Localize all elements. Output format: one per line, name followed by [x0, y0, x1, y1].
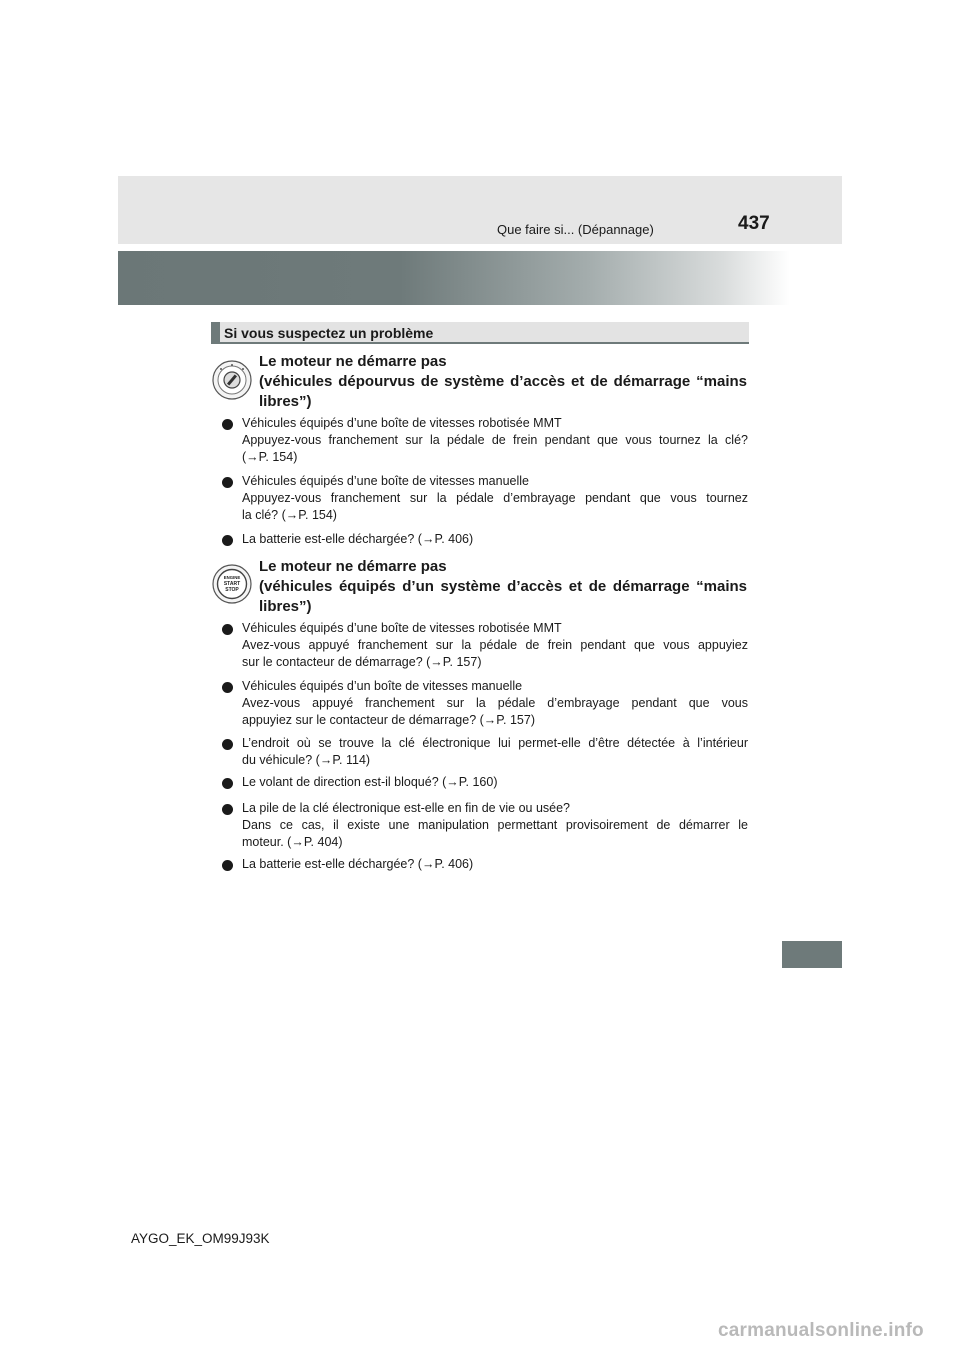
bullet-icon	[222, 682, 233, 693]
list-item: La batterie est-elle déchargée? (→P. 406)	[222, 856, 748, 873]
bullet-icon	[222, 804, 233, 815]
list-item: Véhicules équipés d’un boîte de vitesses manuelle Avez-vous appuyé franchement sur la pédale d’embrayage pendant que vous appuyiez sur le contacteur de démarrage? (→P. 157)	[222, 678, 748, 729]
list-item: L’endroit où se trouve la clé électronique lui permet-elle d’être détectée à l’intérieur du véhicule? (→P. 114)	[222, 735, 748, 769]
page-number: 437	[738, 213, 770, 234]
chapter-side-tab	[782, 941, 842, 968]
block-1-title: Le moteur ne démarre pas (véhicules dépourvus de système d’accès et de démarrage “mains libres”)	[259, 353, 747, 410]
icon-text-start: START	[223, 581, 241, 587]
header-band	[118, 176, 842, 244]
list-item: Véhicules équipés d’une boîte de vitesses manuelle Appuyez-vous franchement sur la pédale d’embrayage pendant que vous tournez la clé? (→P. 154)	[222, 473, 748, 524]
icon-text-engine: ENGINE	[223, 575, 241, 580]
list-item: La batterie est-elle déchargée? (→P. 406)	[222, 531, 748, 548]
bullet-icon	[222, 778, 233, 789]
chapter-title-band	[118, 251, 790, 305]
document-code: AYGO_EK_OM99J93K	[131, 1231, 270, 1246]
icon-text-stop: STOP	[225, 587, 239, 593]
list-item: Le volant de direction est-il bloqué? (→P. 160)	[222, 774, 748, 791]
list-item: Véhicules équipés d’une boîte de vitesses robotisée MMT Avez-vous appuyé franchement sur la pédale de frein pendant que vous appuyiez sur le contacteur de démarrage? (→P. 157)	[222, 620, 748, 671]
engine-start-stop-button-icon	[212, 564, 252, 604]
bullet-icon	[222, 419, 233, 430]
list-item: La pile de la clé électronique est-elle en fin de vie ou usée? Dans ce cas, il existe une manipulation permettant provisoirement de démarrer le moteur. (→P. 404)	[222, 800, 748, 851]
list-item: Véhicules équipés d’une boîte de vitesses robotisée MMT Appuyez-vous franchement sur la pédale de frein pendant que vous tournez la clé? (→P. 154)	[222, 415, 748, 466]
bullet-icon	[222, 477, 233, 488]
watermark: carmanualsonline.info	[718, 1320, 924, 1341]
section-label: Que faire si... (Dépannage)	[497, 222, 654, 237]
ignition-key-switch-icon	[212, 360, 252, 400]
bullet-icon	[222, 860, 233, 871]
bullet-icon	[222, 624, 233, 635]
section-heading-text: Si vous suspectez un problème	[224, 325, 434, 341]
bullet-icon	[222, 739, 233, 750]
section-heading	[211, 322, 749, 344]
bullet-icon	[222, 535, 233, 546]
block-2-title: Le moteur ne démarre pas (véhicules équipés d’un système d’accès et de démarrage “mains libres”)	[259, 558, 747, 615]
